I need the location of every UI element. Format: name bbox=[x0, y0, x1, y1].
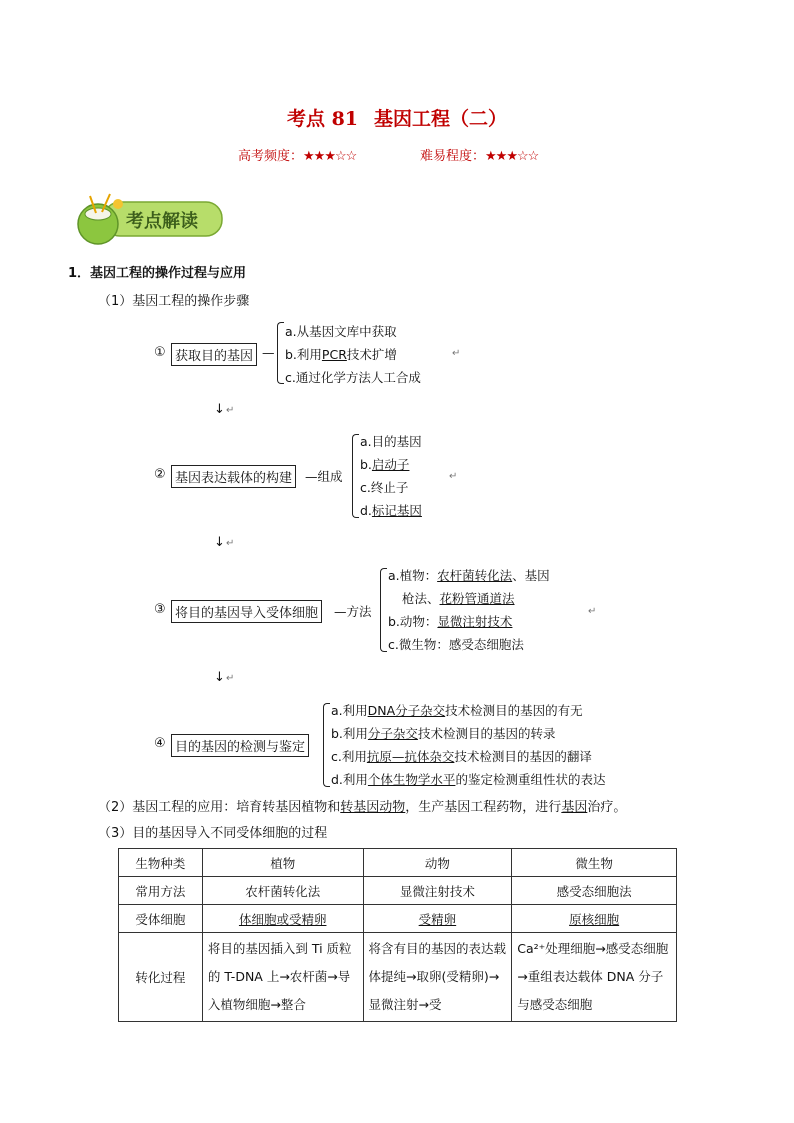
step-3-number: ③ bbox=[154, 602, 166, 617]
step-2-connector: —组成 bbox=[305, 469, 343, 484]
difficulty-level: 难易程度：★★★☆☆ bbox=[420, 149, 539, 164]
table-row bbox=[119, 877, 677, 905]
step-1-item-a: a.从基因文库中获取 bbox=[285, 324, 397, 339]
table-header: 微生物 bbox=[512, 849, 677, 877]
table-cell: Ca²⁺处理细胞→感受态细胞→重组表达载体 DNA 分子与感受态细胞 bbox=[512, 933, 677, 1022]
step-1-item-c: c.通过化学方法人工合成 bbox=[285, 370, 421, 385]
subsection-steps-title: （1）基因工程的操作步骤 bbox=[98, 294, 250, 309]
paragraph-mark: ↵ bbox=[449, 471, 458, 482]
svg-text:考点解读: 考点解读 bbox=[126, 211, 198, 232]
step-2-item-b: b.启动子 bbox=[360, 457, 410, 472]
step-1-brace bbox=[277, 322, 284, 384]
step-3-item-c: c.微生物：感受态细胞法 bbox=[388, 637, 524, 652]
table-cell: 农杆菌转化法 bbox=[202, 877, 363, 905]
table-cell: 感受态细胞法 bbox=[512, 877, 677, 905]
paragraph-mark: ↵ bbox=[226, 405, 235, 416]
step-2-item-a: a.目的基因 bbox=[360, 434, 422, 449]
step-2-number: ② bbox=[154, 467, 166, 482]
step-2-box: 基因表达载体的构建 bbox=[171, 465, 296, 488]
flow-arrow: ↓ bbox=[214, 402, 225, 417]
step-3-brace bbox=[380, 568, 387, 652]
step-3-item-b: b.动物：显微注射技术 bbox=[388, 614, 513, 629]
step-2-item-c: c.终止子 bbox=[360, 480, 409, 495]
coconut-icon bbox=[78, 194, 123, 244]
table-header: 生物种类 bbox=[119, 849, 203, 877]
step-3-box: 将目的基因导入受体细胞 bbox=[171, 600, 322, 623]
table-header: 动物 bbox=[363, 849, 512, 877]
step-1-item-b: b.利用PCR技术扩增 bbox=[285, 347, 397, 362]
table-cell: 转化过程 bbox=[119, 933, 203, 1022]
step-4-item-b: b.利用分子杂交技术检测目的基因的转录 bbox=[331, 726, 556, 741]
step-2-item-d: d.标记基因 bbox=[360, 503, 422, 518]
table-cell: 受精卵 bbox=[363, 905, 512, 933]
table-row bbox=[119, 933, 677, 1022]
table-header-row bbox=[119, 849, 677, 877]
step-1-box: 获取目的基因 bbox=[171, 343, 257, 366]
section-badge bbox=[74, 192, 226, 246]
frequency-stars: ★★★☆☆ bbox=[303, 149, 357, 164]
paragraph-mark: ↵ bbox=[226, 538, 235, 549]
table-cell: 常用方法 bbox=[119, 877, 203, 905]
table-cell: 将目的基因插入到 Ti 质粒的 T-DNA 上→农杆菌→导入植物细胞→整合 bbox=[202, 933, 363, 1022]
difficulty-stars: ★★★☆☆ bbox=[485, 149, 539, 164]
flow-arrow: ↓ bbox=[214, 535, 225, 550]
paragraph-mark: ↵ bbox=[452, 348, 461, 359]
table-row bbox=[119, 905, 677, 933]
paragraph-mark: ↵ bbox=[226, 673, 235, 684]
difficulty-frequency: 高考频度：★★★☆☆ bbox=[238, 149, 357, 164]
table-header: 植物 bbox=[202, 849, 363, 877]
step-3-connector: —方法 bbox=[334, 604, 372, 619]
paragraph-mark: ↵ bbox=[588, 606, 597, 617]
step-3-item-a: a.植物：农杆菌转化法、基因 bbox=[388, 568, 550, 583]
page-title: 考点 81 基因工程（二） bbox=[286, 108, 508, 130]
table-cell: 将含有目的基因的表达载体提纯→取卵(受精卵)→显微注射→受 bbox=[363, 933, 512, 1022]
step-4-brace bbox=[323, 703, 330, 787]
step-4-item-a: a.利用DNA分子杂交技术检测目的基因的有无 bbox=[331, 703, 583, 718]
step-1-connector: — bbox=[262, 345, 275, 360]
step-3-item-a-cont: 枪法、花粉管通道法 bbox=[402, 591, 515, 606]
table-cell: 体细胞或受精卵 bbox=[202, 905, 363, 933]
section-heading: 1．基因工程的操作过程与应用 bbox=[68, 266, 247, 281]
step-4-item-d: d.利用个体生物学水平的鉴定检测重组性状的表达 bbox=[331, 772, 606, 787]
table-cell: 受体细胞 bbox=[119, 905, 203, 933]
step-4-box: 目的基因的检测与鉴定 bbox=[171, 734, 309, 757]
step-2-brace bbox=[352, 434, 359, 518]
subsection-transfer-title: （3）目的基因导入不同受体细胞的过程 bbox=[98, 826, 328, 841]
table-cell: 显微注射技术 bbox=[363, 877, 512, 905]
transfer-table bbox=[118, 848, 677, 1022]
subsection-application: （2）基因工程的应用：培育转基因植物和转基因动物，生产基因工程药物，进行基因治疗。 bbox=[98, 800, 627, 815]
step-4-number: ④ bbox=[154, 736, 166, 751]
step-4-item-c: c.利用抗原—抗体杂交技术检测目的基因的翻译 bbox=[331, 749, 592, 764]
table-cell: 原核细胞 bbox=[512, 905, 677, 933]
flow-arrow: ↓ bbox=[214, 670, 225, 685]
step-1-number: ① bbox=[154, 345, 166, 360]
